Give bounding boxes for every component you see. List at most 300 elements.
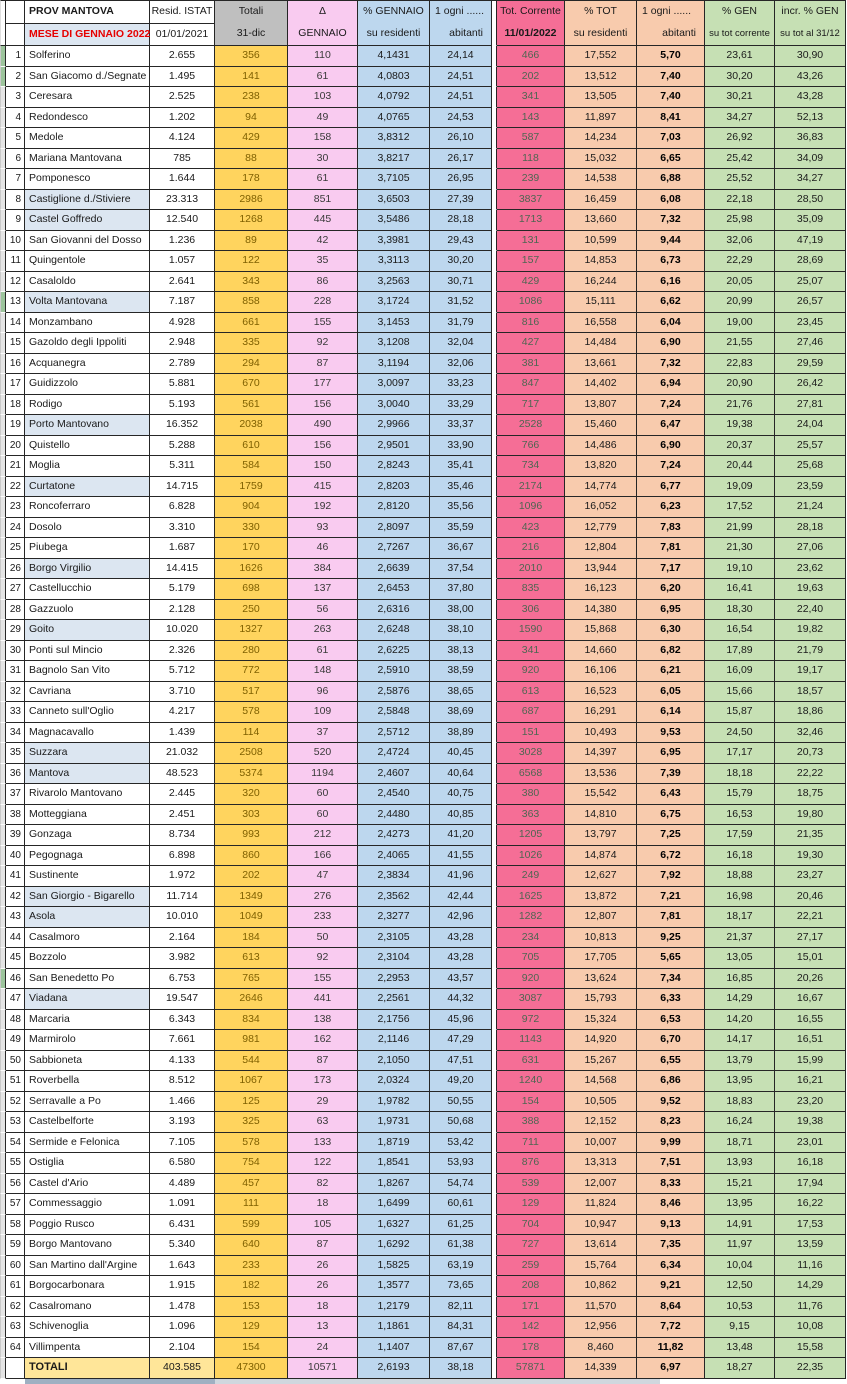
row-number[interactable]: 21 — [6, 456, 25, 477]
ogni-abitanti-gen-cell[interactable]: 40,85 — [430, 805, 492, 826]
pct-gennaio-cell[interactable]: 2,6248 — [358, 620, 430, 641]
totali-31dic-cell[interactable]: 860 — [215, 846, 288, 867]
pct-gen-su-corrente-cell[interactable]: 22,29 — [705, 251, 775, 272]
totali-31dic-cell[interactable]: 325 — [215, 1112, 288, 1133]
row-number[interactable]: 35 — [6, 743, 25, 764]
pct-gennaio-cell[interactable]: 1,9731 — [358, 1112, 430, 1133]
municipality-name[interactable]: Villimpenta — [25, 1338, 150, 1359]
row-number[interactable]: 7 — [6, 169, 25, 190]
totals-pct-gennaio[interactable]: 2,6193 — [358, 1358, 430, 1379]
resid-istat-cell[interactable]: 5.193 — [150, 395, 215, 416]
ogni-abitanti-tot-cell[interactable]: 9,44 — [637, 231, 705, 252]
row-number[interactable]: 3 — [6, 87, 25, 108]
municipality-name[interactable]: Medole — [25, 128, 150, 149]
col-header-rownum[interactable] — [6, 0, 25, 46]
resid-istat-cell[interactable]: 3.193 — [150, 1112, 215, 1133]
pct-tot-cell[interactable]: 13,505 — [565, 87, 637, 108]
pct-tot-cell[interactable]: 11,570 — [565, 1297, 637, 1318]
pct-gennaio-cell[interactable]: 2,4724 — [358, 743, 430, 764]
incr-pct-gen-cell[interactable]: 23,45 — [775, 313, 846, 334]
row-number[interactable]: 50 — [6, 1051, 25, 1072]
ogni-abitanti-gen-cell[interactable]: 43,28 — [430, 948, 492, 969]
totali-31dic-cell[interactable]: 765 — [215, 969, 288, 990]
pct-gen-su-corrente-cell[interactable]: 26,92 — [705, 128, 775, 149]
pct-gennaio-cell[interactable]: 1,6499 — [358, 1194, 430, 1215]
pct-gen-su-corrente-cell[interactable]: 13,93 — [705, 1153, 775, 1174]
pct-tot-cell[interactable]: 14,874 — [565, 846, 637, 867]
pct-gennaio-cell[interactable]: 1,6327 — [358, 1215, 430, 1236]
delta-gennaio-cell[interactable]: 93 — [288, 518, 358, 539]
pct-gen-su-corrente-cell[interactable]: 17,17 — [705, 743, 775, 764]
row-number[interactable]: 58 — [6, 1215, 25, 1236]
tot-corrente-cell[interactable]: 3837 — [497, 190, 565, 211]
pct-gen-su-corrente-cell[interactable]: 19,00 — [705, 313, 775, 334]
tot-corrente-cell[interactable]: 835 — [497, 579, 565, 600]
totali-31dic-cell[interactable]: 125 — [215, 1092, 288, 1113]
delta-gennaio-cell[interactable]: 18 — [288, 1194, 358, 1215]
totali-31dic-cell[interactable]: 661 — [215, 313, 288, 334]
resid-istat-cell[interactable]: 2.164 — [150, 928, 215, 949]
ogni-abitanti-tot-cell[interactable]: 7,32 — [637, 354, 705, 375]
pct-gen-su-corrente-cell[interactable]: 22,18 — [705, 190, 775, 211]
row-number[interactable]: 5 — [6, 128, 25, 149]
incr-pct-gen-cell[interactable]: 19,80 — [775, 805, 846, 826]
ogni-abitanti-gen-cell[interactable]: 44,32 — [430, 989, 492, 1010]
pct-tot-cell[interactable]: 14,774 — [565, 477, 637, 498]
ogni-abitanti-tot-cell[interactable]: 7,21 — [637, 887, 705, 908]
ogni-abitanti-tot-cell[interactable]: 9,13 — [637, 1215, 705, 1236]
ogni-abitanti-tot-cell[interactable]: 6,04 — [637, 313, 705, 334]
totali-31dic-cell[interactable]: 88 — [215, 149, 288, 170]
tot-corrente-cell[interactable]: 381 — [497, 354, 565, 375]
ogni-abitanti-gen-cell[interactable]: 26,10 — [430, 128, 492, 149]
tot-corrente-cell[interactable]: 423 — [497, 518, 565, 539]
ogni-abitanti-gen-cell[interactable]: 50,68 — [430, 1112, 492, 1133]
incr-pct-gen-cell[interactable]: 27,17 — [775, 928, 846, 949]
pct-tot-cell[interactable]: 12,807 — [565, 907, 637, 928]
totali-31dic-cell[interactable]: 343 — [215, 272, 288, 293]
municipality-name[interactable]: Rodigo — [25, 395, 150, 416]
municipality-name[interactable]: Marcaria — [25, 1010, 150, 1031]
ogni-abitanti-gen-cell[interactable]: 35,41 — [430, 456, 492, 477]
incr-pct-gen-cell[interactable]: 43,26 — [775, 67, 846, 88]
municipality-name[interactable]: Solferino — [25, 46, 150, 67]
municipality-name[interactable]: Poggio Rusco — [25, 1215, 150, 1236]
ogni-abitanti-gen-cell[interactable]: 30,20 — [430, 251, 492, 272]
pct-tot-cell[interactable]: 16,106 — [565, 661, 637, 682]
municipality-name[interactable]: Casaloldo — [25, 272, 150, 293]
pct-gen-su-corrente-cell[interactable]: 14,29 — [705, 989, 775, 1010]
resid-istat-cell[interactable]: 1.091 — [150, 1194, 215, 1215]
resid-istat-cell[interactable]: 1.466 — [150, 1092, 215, 1113]
pct-gen-su-corrente-cell[interactable]: 13,95 — [705, 1194, 775, 1215]
ogni-abitanti-tot-cell[interactable]: 6,14 — [637, 702, 705, 723]
pct-gen-su-corrente-cell[interactable]: 16,53 — [705, 805, 775, 826]
pct-gennaio-cell[interactable]: 3,0097 — [358, 374, 430, 395]
resid-istat-cell[interactable]: 2.445 — [150, 784, 215, 805]
pct-gen-su-corrente-cell[interactable]: 10,04 — [705, 1256, 775, 1277]
pct-gennaio-cell[interactable]: 2,8097 — [358, 518, 430, 539]
row-number[interactable]: 26 — [6, 559, 25, 580]
tot-corrente-cell[interactable]: 1143 — [497, 1030, 565, 1051]
pct-tot-cell[interactable]: 12,804 — [565, 538, 637, 559]
ogni-abitanti-gen-cell[interactable]: 61,25 — [430, 1215, 492, 1236]
pct-tot-cell[interactable]: 12,007 — [565, 1174, 637, 1195]
ogni-abitanti-tot-cell[interactable]: 8,41 — [637, 108, 705, 129]
delta-gennaio-cell[interactable]: 60 — [288, 805, 358, 826]
ogni-abitanti-gen-cell[interactable]: 50,55 — [430, 1092, 492, 1113]
ogni-abitanti-gen-cell[interactable]: 33,29 — [430, 395, 492, 416]
pct-gen-su-corrente-cell[interactable]: 15,21 — [705, 1174, 775, 1195]
totali-31dic-cell[interactable]: 94 — [215, 108, 288, 129]
delta-gennaio-cell[interactable]: 263 — [288, 620, 358, 641]
row-number[interactable]: 47 — [6, 989, 25, 1010]
municipality-name[interactable]: Suzzara — [25, 743, 150, 764]
row-number[interactable]: 60 — [6, 1256, 25, 1277]
pct-gennaio-cell[interactable]: 1,2179 — [358, 1297, 430, 1318]
incr-pct-gen-cell[interactable]: 24,04 — [775, 415, 846, 436]
incr-pct-gen-cell[interactable]: 18,57 — [775, 682, 846, 703]
pct-gen-su-corrente-cell[interactable]: 20,44 — [705, 456, 775, 477]
delta-gennaio-cell[interactable]: 42 — [288, 231, 358, 252]
resid-istat-cell[interactable]: 2.104 — [150, 1338, 215, 1359]
resid-istat-cell[interactable]: 4.489 — [150, 1174, 215, 1195]
pct-tot-cell[interactable]: 13,512 — [565, 67, 637, 88]
totali-31dic-cell[interactable]: 178 — [215, 169, 288, 190]
totali-31dic-cell[interactable]: 670 — [215, 374, 288, 395]
ogni-abitanti-gen-cell[interactable]: 32,06 — [430, 354, 492, 375]
ogni-abitanti-tot-cell[interactable]: 9,99 — [637, 1133, 705, 1154]
delta-gennaio-cell[interactable]: 148 — [288, 661, 358, 682]
row-number[interactable]: 29 — [6, 620, 25, 641]
delta-gennaio-cell[interactable]: 520 — [288, 743, 358, 764]
col-header-pct-gennaio[interactable]: % GENNAIO su residenti — [358, 0, 430, 46]
delta-gennaio-cell[interactable]: 63 — [288, 1112, 358, 1133]
ogni-abitanti-tot-cell[interactable]: 8,23 — [637, 1112, 705, 1133]
pct-tot-cell[interactable]: 14,402 — [565, 374, 637, 395]
incr-pct-gen-cell[interactable]: 21,24 — [775, 497, 846, 518]
pct-tot-cell[interactable]: 11,897 — [565, 108, 637, 129]
resid-istat-cell[interactable]: 2.641 — [150, 272, 215, 293]
tot-corrente-cell[interactable]: 1590 — [497, 620, 565, 641]
totali-31dic-cell[interactable]: 1759 — [215, 477, 288, 498]
delta-gennaio-cell[interactable]: 35 — [288, 251, 358, 272]
incr-pct-gen-cell[interactable]: 16,21 — [775, 1071, 846, 1092]
resid-istat-cell[interactable]: 4.217 — [150, 702, 215, 723]
totali-31dic-cell[interactable]: 517 — [215, 682, 288, 703]
pct-tot-cell[interactable]: 15,111 — [565, 292, 637, 313]
pct-tot-cell[interactable]: 10,599 — [565, 231, 637, 252]
pct-gennaio-cell[interactable]: 2,6225 — [358, 641, 430, 662]
row-number[interactable]: 64 — [6, 1338, 25, 1359]
row-number[interactable]: 2 — [6, 67, 25, 88]
incr-pct-gen-cell[interactable]: 28,18 — [775, 518, 846, 539]
ogni-abitanti-gen-cell[interactable]: 49,20 — [430, 1071, 492, 1092]
tot-corrente-cell[interactable]: 2010 — [497, 559, 565, 580]
ogni-abitanti-gen-cell[interactable]: 43,57 — [430, 969, 492, 990]
pct-tot-cell[interactable]: 14,484 — [565, 333, 637, 354]
delta-gennaio-cell[interactable]: 173 — [288, 1071, 358, 1092]
pct-gen-su-corrente-cell[interactable]: 21,99 — [705, 518, 775, 539]
pct-gennaio-cell[interactable]: 4,0792 — [358, 87, 430, 108]
tot-corrente-cell[interactable]: 920 — [497, 969, 565, 990]
delta-gennaio-cell[interactable]: 212 — [288, 825, 358, 846]
pct-gen-su-corrente-cell[interactable]: 20,37 — [705, 436, 775, 457]
ogni-abitanti-tot-cell[interactable]: 6,90 — [637, 333, 705, 354]
pct-tot-cell[interactable]: 17,552 — [565, 46, 637, 67]
resid-istat-cell[interactable]: 6.343 — [150, 1010, 215, 1031]
row-number[interactable]: 31 — [6, 661, 25, 682]
pct-gen-su-corrente-cell[interactable]: 16,54 — [705, 620, 775, 641]
tot-corrente-cell[interactable]: 306 — [497, 600, 565, 621]
resid-istat-cell[interactable]: 1.236 — [150, 231, 215, 252]
incr-pct-gen-cell[interactable]: 23,62 — [775, 559, 846, 580]
pct-tot-cell[interactable]: 10,007 — [565, 1133, 637, 1154]
resid-istat-cell[interactable]: 4.928 — [150, 313, 215, 334]
ogni-abitanti-tot-cell[interactable]: 9,21 — [637, 1276, 705, 1297]
col-header-delta[interactable]: Δ GENNAIO — [288, 0, 358, 46]
pct-gennaio-cell[interactable]: 3,2563 — [358, 272, 430, 293]
ogni-abitanti-gen-cell[interactable]: 24,53 — [430, 108, 492, 129]
totals-totali-31dic[interactable]: 47300 — [215, 1358, 288, 1379]
incr-pct-gen-cell[interactable]: 15,01 — [775, 948, 846, 969]
pct-tot-cell[interactable]: 15,267 — [565, 1051, 637, 1072]
ogni-abitanti-gen-cell[interactable]: 60,61 — [430, 1194, 492, 1215]
municipality-name[interactable]: Castel Goffredo — [25, 210, 150, 231]
incr-pct-gen-cell[interactable]: 16,51 — [775, 1030, 846, 1051]
totali-31dic-cell[interactable]: 122 — [215, 251, 288, 272]
ogni-abitanti-tot-cell[interactable]: 9,53 — [637, 723, 705, 744]
tot-corrente-cell[interactable]: 1625 — [497, 887, 565, 908]
ogni-abitanti-tot-cell[interactable]: 6,47 — [637, 415, 705, 436]
row-number[interactable]: 59 — [6, 1235, 25, 1256]
incr-pct-gen-cell[interactable]: 21,79 — [775, 641, 846, 662]
ogni-abitanti-tot-cell[interactable]: 6,72 — [637, 846, 705, 867]
incr-pct-gen-cell[interactable]: 23,01 — [775, 1133, 846, 1154]
pct-tot-cell[interactable]: 13,614 — [565, 1235, 637, 1256]
pct-gennaio-cell[interactable]: 2,1050 — [358, 1051, 430, 1072]
pct-tot-cell[interactable]: 16,291 — [565, 702, 637, 723]
ogni-abitanti-tot-cell[interactable]: 6,90 — [637, 436, 705, 457]
incr-pct-gen-cell[interactable]: 36,83 — [775, 128, 846, 149]
col-header-tot-corrente[interactable]: Tot. Corrente 11/01/2022 — [497, 0, 565, 46]
row-number[interactable]: 52 — [6, 1092, 25, 1113]
totali-31dic-cell[interactable]: 610 — [215, 436, 288, 457]
tot-corrente-cell[interactable]: 171 — [497, 1297, 565, 1318]
totali-31dic-cell[interactable]: 457 — [215, 1174, 288, 1195]
tot-corrente-cell[interactable]: 142 — [497, 1317, 565, 1338]
row-number[interactable]: 9 — [6, 210, 25, 231]
pct-tot-cell[interactable]: 14,486 — [565, 436, 637, 457]
incr-pct-gen-cell[interactable]: 19,82 — [775, 620, 846, 641]
pct-tot-cell[interactable]: 13,872 — [565, 887, 637, 908]
pct-gennaio-cell[interactable]: 2,3277 — [358, 907, 430, 928]
totals-incr-pct-gen[interactable]: 22,35 — [775, 1358, 846, 1379]
ogni-abitanti-gen-cell[interactable]: 33,23 — [430, 374, 492, 395]
pct-gen-su-corrente-cell[interactable]: 11,97 — [705, 1235, 775, 1256]
delta-gennaio-cell[interactable]: 110 — [288, 46, 358, 67]
ogni-abitanti-tot-cell[interactable]: 7,83 — [637, 518, 705, 539]
resid-istat-cell[interactable]: 6.431 — [150, 1215, 215, 1236]
incr-pct-gen-cell[interactable]: 47,19 — [775, 231, 846, 252]
pct-gen-su-corrente-cell[interactable]: 22,83 — [705, 354, 775, 375]
row-number[interactable]: 51 — [6, 1071, 25, 1092]
resid-istat-cell[interactable]: 4.124 — [150, 128, 215, 149]
ogni-abitanti-tot-cell[interactable]: 5,70 — [637, 46, 705, 67]
resid-istat-cell[interactable]: 1.972 — [150, 866, 215, 887]
pct-gen-su-corrente-cell[interactable]: 19,10 — [705, 559, 775, 580]
resid-istat-cell[interactable]: 2.525 — [150, 87, 215, 108]
totali-31dic-cell[interactable]: 141 — [215, 67, 288, 88]
totali-31dic-cell[interactable]: 1327 — [215, 620, 288, 641]
tot-corrente-cell[interactable]: 876 — [497, 1153, 565, 1174]
row-number[interactable]: 22 — [6, 477, 25, 498]
delta-gennaio-cell[interactable]: 26 — [288, 1276, 358, 1297]
ogni-abitanti-tot-cell[interactable]: 7,39 — [637, 764, 705, 785]
totali-31dic-cell[interactable]: 1067 — [215, 1071, 288, 1092]
pct-tot-cell[interactable]: 15,460 — [565, 415, 637, 436]
incr-pct-gen-cell[interactable]: 10,08 — [775, 1317, 846, 1338]
pct-gen-su-corrente-cell[interactable]: 16,18 — [705, 846, 775, 867]
pct-tot-cell[interactable]: 10,505 — [565, 1092, 637, 1113]
municipality-name[interactable]: Ceresara — [25, 87, 150, 108]
row-number[interactable]: 36 — [6, 764, 25, 785]
pct-tot-cell[interactable]: 12,152 — [565, 1112, 637, 1133]
col-header-incr-pct-gen[interactable]: incr. % GEN su tot al 31/12 — [775, 0, 846, 46]
resid-istat-cell[interactable]: 5.712 — [150, 661, 215, 682]
delta-gennaio-cell[interactable]: 490 — [288, 415, 358, 436]
pct-gennaio-cell[interactable]: 2,9501 — [358, 436, 430, 457]
delta-gennaio-cell[interactable]: 13 — [288, 1317, 358, 1338]
pct-gennaio-cell[interactable]: 2,4540 — [358, 784, 430, 805]
ogni-abitanti-gen-cell[interactable]: 61,38 — [430, 1235, 492, 1256]
delta-gennaio-cell[interactable]: 150 — [288, 456, 358, 477]
ogni-abitanti-gen-cell[interactable]: 54,74 — [430, 1174, 492, 1195]
delta-gennaio-cell[interactable]: 138 — [288, 1010, 358, 1031]
pct-tot-cell[interactable]: 12,956 — [565, 1317, 637, 1338]
pct-tot-cell[interactable]: 16,459 — [565, 190, 637, 211]
totali-31dic-cell[interactable]: 834 — [215, 1010, 288, 1031]
delta-gennaio-cell[interactable]: 103 — [288, 87, 358, 108]
totali-31dic-cell[interactable]: 184 — [215, 928, 288, 949]
pct-gen-su-corrente-cell[interactable]: 14,91 — [705, 1215, 775, 1236]
delta-gennaio-cell[interactable]: 192 — [288, 497, 358, 518]
delta-gennaio-cell[interactable]: 851 — [288, 190, 358, 211]
resid-istat-cell[interactable]: 5.311 — [150, 456, 215, 477]
ogni-abitanti-tot-cell[interactable]: 6,82 — [637, 641, 705, 662]
municipality-name[interactable]: Asola — [25, 907, 150, 928]
pct-gen-su-corrente-cell[interactable]: 19,38 — [705, 415, 775, 436]
delta-gennaio-cell[interactable]: 37 — [288, 723, 358, 744]
ogni-abitanti-tot-cell[interactable]: 7,72 — [637, 1317, 705, 1338]
ogni-abitanti-tot-cell[interactable]: 6,73 — [637, 251, 705, 272]
incr-pct-gen-cell[interactable]: 19,30 — [775, 846, 846, 867]
ogni-abitanti-tot-cell[interactable]: 6,95 — [637, 743, 705, 764]
municipality-name[interactable]: Marmirolo — [25, 1030, 150, 1051]
municipality-name[interactable]: Canneto sull'Oglio — [25, 702, 150, 723]
pct-gen-su-corrente-cell[interactable]: 16,09 — [705, 661, 775, 682]
pct-gennaio-cell[interactable]: 3,5486 — [358, 210, 430, 231]
row-number[interactable]: 6 — [6, 149, 25, 170]
tot-corrente-cell[interactable]: 920 — [497, 661, 565, 682]
ogni-abitanti-gen-cell[interactable]: 38,59 — [430, 661, 492, 682]
pct-gennaio-cell[interactable]: 1,9782 — [358, 1092, 430, 1113]
municipality-name[interactable]: Ostiglia — [25, 1153, 150, 1174]
incr-pct-gen-cell[interactable]: 17,53 — [775, 1215, 846, 1236]
ogni-abitanti-tot-cell[interactable]: 6,16 — [637, 272, 705, 293]
delta-gennaio-cell[interactable]: 61 — [288, 169, 358, 190]
incr-pct-gen-cell[interactable]: 22,22 — [775, 764, 846, 785]
incr-pct-gen-cell[interactable]: 14,29 — [775, 1276, 846, 1297]
row-number[interactable]: 10 — [6, 231, 25, 252]
pct-tot-cell[interactable]: 13,807 — [565, 395, 637, 416]
ogni-abitanti-gen-cell[interactable]: 24,51 — [430, 87, 492, 108]
pct-gen-su-corrente-cell[interactable]: 18,83 — [705, 1092, 775, 1113]
municipality-name[interactable]: Serravalle a Po — [25, 1092, 150, 1113]
pct-gennaio-cell[interactable]: 3,3113 — [358, 251, 430, 272]
delta-gennaio-cell[interactable]: 46 — [288, 538, 358, 559]
delta-gennaio-cell[interactable]: 177 — [288, 374, 358, 395]
incr-pct-gen-cell[interactable]: 25,07 — [775, 272, 846, 293]
municipality-name[interactable]: Porto Mantovano — [25, 415, 150, 436]
delta-gennaio-cell[interactable]: 87 — [288, 1235, 358, 1256]
ogni-abitanti-tot-cell[interactable]: 6,08 — [637, 190, 705, 211]
pct-gen-su-corrente-cell[interactable]: 18,88 — [705, 866, 775, 887]
incr-pct-gen-cell[interactable]: 35,09 — [775, 210, 846, 231]
totali-31dic-cell[interactable]: 320 — [215, 784, 288, 805]
delta-gennaio-cell[interactable]: 87 — [288, 1051, 358, 1072]
municipality-name[interactable]: Castellucchio — [25, 579, 150, 600]
delta-gennaio-cell[interactable]: 166 — [288, 846, 358, 867]
delta-gennaio-cell[interactable]: 50 — [288, 928, 358, 949]
tot-corrente-cell[interactable]: 687 — [497, 702, 565, 723]
tot-corrente-cell[interactable]: 3087 — [497, 989, 565, 1010]
ogni-abitanti-gen-cell[interactable]: 35,46 — [430, 477, 492, 498]
pct-gennaio-cell[interactable]: 2,4480 — [358, 805, 430, 826]
row-number[interactable]: 63 — [6, 1317, 25, 1338]
row-number[interactable]: 37 — [6, 784, 25, 805]
totali-31dic-cell[interactable]: 1349 — [215, 887, 288, 908]
incr-pct-gen-cell[interactable]: 27,06 — [775, 538, 846, 559]
municipality-name[interactable]: Viadana — [25, 989, 150, 1010]
pct-gennaio-cell[interactable]: 2,1756 — [358, 1010, 430, 1031]
municipality-name[interactable]: Borgo Mantovano — [25, 1235, 150, 1256]
municipality-name[interactable]: Pomponesco — [25, 169, 150, 190]
pct-gennaio-cell[interactable]: 3,0040 — [358, 395, 430, 416]
row-number[interactable]: 38 — [6, 805, 25, 826]
incr-pct-gen-cell[interactable]: 19,17 — [775, 661, 846, 682]
pct-tot-cell[interactable]: 15,324 — [565, 1010, 637, 1031]
pct-gennaio-cell[interactable]: 3,1208 — [358, 333, 430, 354]
totali-31dic-cell[interactable]: 772 — [215, 661, 288, 682]
pct-gen-su-corrente-cell[interactable]: 25,98 — [705, 210, 775, 231]
pct-gen-su-corrente-cell[interactable]: 13,05 — [705, 948, 775, 969]
ogni-abitanti-tot-cell[interactable]: 7,35 — [637, 1235, 705, 1256]
incr-pct-gen-cell[interactable]: 32,46 — [775, 723, 846, 744]
ogni-abitanti-gen-cell[interactable]: 38,69 — [430, 702, 492, 723]
tot-corrente-cell[interactable]: 972 — [497, 1010, 565, 1031]
pct-tot-cell[interactable]: 14,397 — [565, 743, 637, 764]
municipality-name[interactable]: Quistello — [25, 436, 150, 457]
ogni-abitanti-tot-cell[interactable]: 6,75 — [637, 805, 705, 826]
totali-31dic-cell[interactable]: 233 — [215, 1256, 288, 1277]
ogni-abitanti-gen-cell[interactable]: 40,64 — [430, 764, 492, 785]
incr-pct-gen-cell[interactable]: 16,67 — [775, 989, 846, 1010]
row-number[interactable]: 30 — [6, 641, 25, 662]
pct-tot-cell[interactable]: 11,824 — [565, 1194, 637, 1215]
pct-gennaio-cell[interactable]: 1,8541 — [358, 1153, 430, 1174]
ogni-abitanti-gen-cell[interactable]: 87,67 — [430, 1338, 492, 1359]
